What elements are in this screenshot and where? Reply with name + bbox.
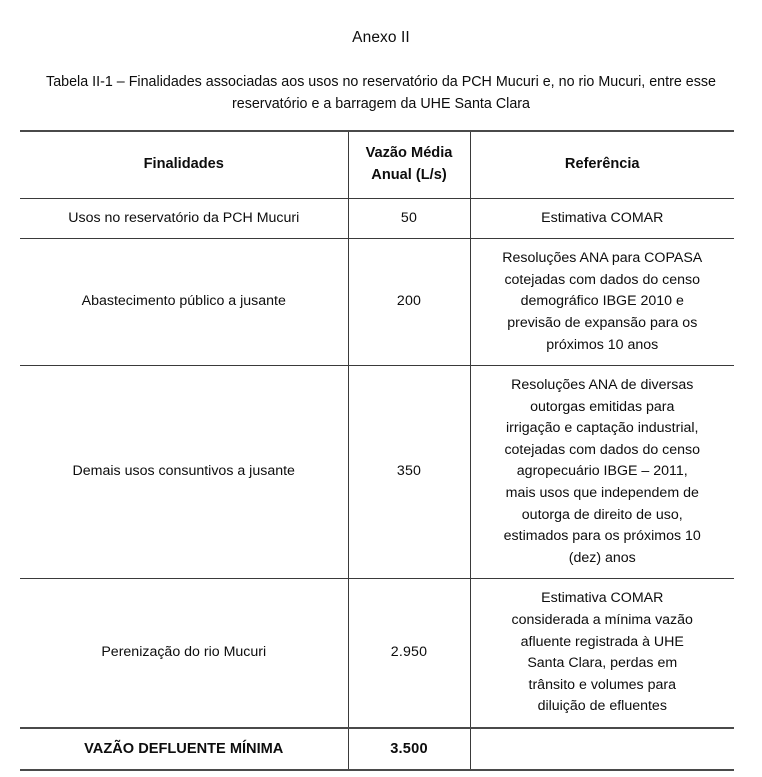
cell-purpose: Demais usos consuntivos a jusante [20, 366, 348, 579]
cell-total-purpose: VAZÃO DEFLUENTE MÍNIMA [20, 728, 348, 770]
reference-line: outorgas emitidas para [530, 398, 675, 415]
table-row [20, 198, 734, 239]
reference-line: cotejadas com dados do censo [504, 271, 701, 288]
column-header-reference: Referência [470, 131, 734, 198]
reference-line: agropecuário IBGE – 2011, [516, 463, 688, 480]
table-header-row [20, 131, 734, 198]
table-header [20, 131, 734, 198]
table-body [20, 198, 734, 770]
cell-reference [470, 366, 734, 579]
cell-flow: 2.950 [348, 579, 470, 728]
table-caption: Tabela II-1 – Finalidades associadas aos usos no reservatório da PCH Mucuri e, no rio Mucuri, entre esse reservatório e a barragem da UHE Santa Clara [46, 73, 716, 112]
reference-line: Resoluções ANA para COPASA [502, 250, 703, 267]
reference-line: considerada a mínima vazão [511, 611, 693, 628]
column-header-flow-line-3: Anual (L/s) [371, 166, 447, 183]
column-header-purpose: Finalidades [20, 131, 348, 198]
reference-line: (dez) anos [568, 549, 636, 566]
reference-line: estimados para os próximos 10 [503, 528, 701, 545]
reference-line: mais usos que independem de [505, 485, 699, 502]
table-total-row [20, 728, 734, 770]
cell-reference [470, 198, 734, 239]
cell-total-reference [470, 728, 734, 770]
reference-line: Estimativa COMAR [541, 590, 664, 607]
cell-flow: 50 [348, 198, 470, 239]
cell-purpose: Usos no reservatório da PCH Mucuri [20, 198, 348, 239]
reference-line: trânsito e volumes para [528, 676, 676, 693]
table-row [20, 239, 734, 366]
column-header-flow [348, 131, 470, 198]
cell-flow: 200 [348, 239, 470, 366]
column-header-flow-line-2: Média [411, 144, 453, 161]
reference-line: cotejadas com dados do censo [504, 441, 701, 458]
cell-total-flow: 3.500 [348, 728, 470, 770]
cell-purpose: Abastecimento público a jusante [20, 239, 348, 366]
reference-line: próximos 10 anos [546, 336, 659, 353]
table-row [20, 366, 734, 579]
cell-purpose: Perenização do rio Mucuri [20, 579, 348, 728]
reference-line: diluição de efluentes [537, 698, 667, 715]
reference-line: afluente registrada à UHE [520, 633, 684, 650]
reference-line: outorga de direito de uso, [521, 506, 683, 523]
cell-flow: 350 [348, 366, 470, 579]
cell-reference [470, 239, 734, 366]
flow-purposes-table [20, 130, 734, 771]
reference-line: Resoluções ANA de diversas [511, 377, 694, 394]
reference-line: irrigação e captação industrial, [506, 420, 699, 437]
table-row [20, 579, 734, 728]
column-header-flow-line-1: Vazão [365, 144, 407, 161]
annex-title: Anexo II [352, 29, 410, 46]
reference-line: Estimativa COMAR [541, 209, 664, 226]
reference-line: demográfico IBGE 2010 e [520, 293, 684, 310]
reference-line: Santa Clara, perdas em [527, 655, 678, 672]
cell-reference [470, 579, 734, 728]
reference-line: previsão de expansão para os [507, 315, 698, 331]
